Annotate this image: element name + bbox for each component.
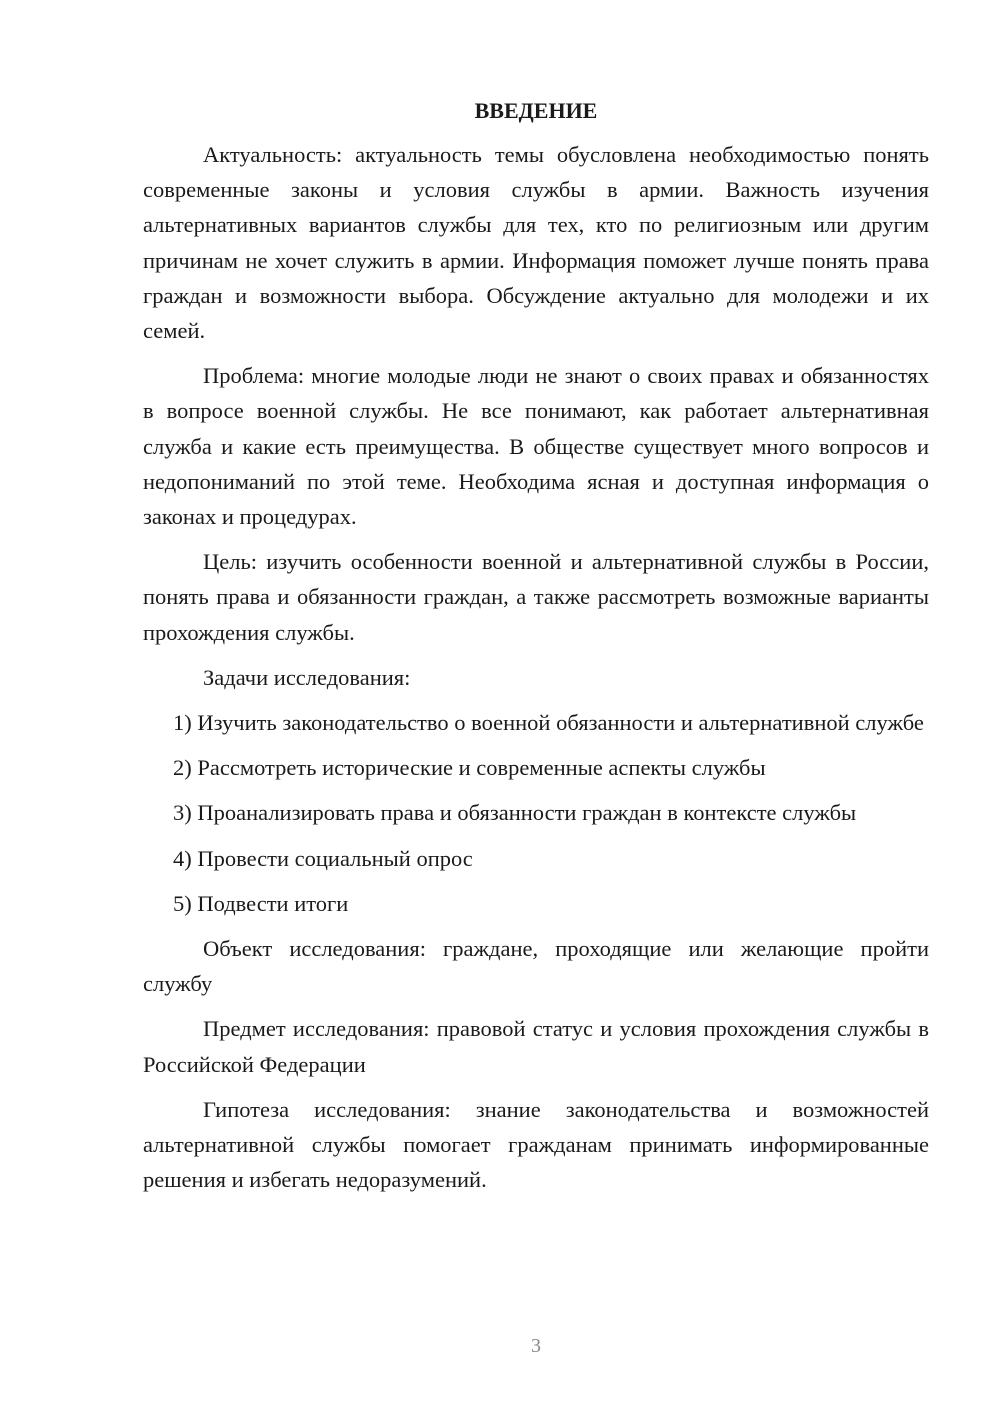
page-title: ВВЕДЕНИЕ xyxy=(474,98,598,123)
paragraph-goal: Цель: изучить особенности военной и альтернативной службы в России, понять права и обязанности граждан, а также рассмотреть возможные варианты прохождения службы. xyxy=(143,549,929,645)
paragraph-problem: Проблема: многие молодые люди не знают о своих правах и обязанностях в вопросе военной службы. Не все понимают, как работает альтернативная служба и какие есть преимущества. В обществе существует много вопросов и недопониманий по этой теме. Необходима ясная и доступная информация о законах и процедурах. xyxy=(143,363,929,530)
paragraph-object: Объект исследования: граждане, проходящие или желающие пройти службу xyxy=(143,936,929,997)
task-item-2: 2) Рассмотреть исторические и современные аспекты службы xyxy=(173,755,766,781)
task-item-5: 5) Подвести итоги xyxy=(173,890,349,916)
tasks-heading: Задачи исследования: xyxy=(203,664,411,690)
paragraph-hypothesis: Гипотеза исследования: знание законодательства и возможностей альтернативной службы помогает гражданам принимать информированные решения и избегать недоразумений. xyxy=(143,1096,929,1193)
paragraph-relevance: Актуальность: актуальность темы обусловлена необходимостью понять современные законы и условия службы в армии. Важность изучения альтернативных вариантов службы для тех, кто по религиозным или другим причинам не хочет служить в армии. Информация поможет лучше понять права граждан и возможности выбора. Обсуждение актуально для молодежи и их семей. xyxy=(143,142,929,344)
page-content xyxy=(143,96,929,1197)
task-item-3: 3) Проанализировать права и обязанности граждан в контексте службы xyxy=(173,800,857,826)
task-item-4: 4) Провести социальный опрос xyxy=(173,845,473,871)
paragraph-subject: Предмет исследования: правовой статус и условия прохождения службы в Российской Федерации xyxy=(143,1016,929,1077)
page-number: 3 xyxy=(531,1335,541,1357)
task-item-1: 1) Изучить законодательство о военной обязанности и альтернативной службе xyxy=(173,710,924,736)
